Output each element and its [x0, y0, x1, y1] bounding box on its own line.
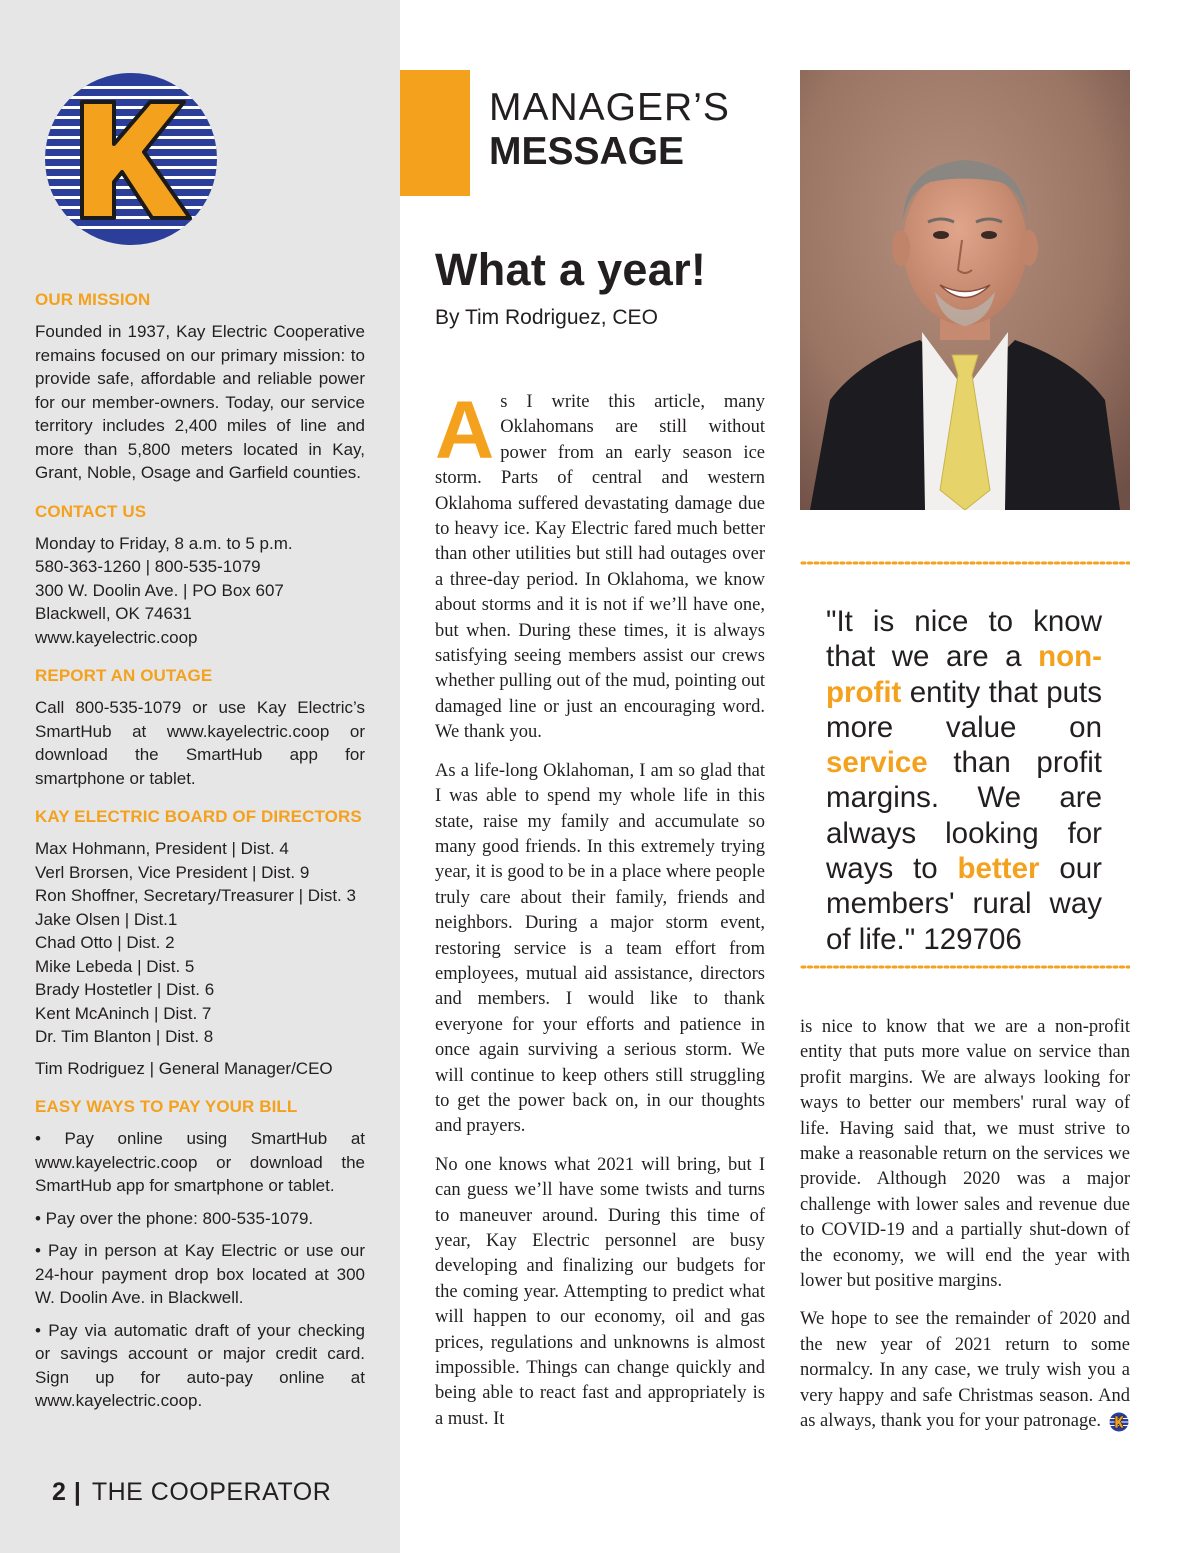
- mission-text: Founded in 1937, Kay Electric Cooperative remains focused on our primary mission: to provide safe, affordable and reliable power for our member-owners. Today, our service territory includes 2,400 miles of line and more than 5,800 meters located in Kay, Grant, Noble, Osage and Garfield counties.: [35, 322, 365, 482]
- drop-cap: A: [435, 385, 495, 476]
- board-list: [35, 837, 365, 1049]
- quote-text: "It is nice to know that we are a: [826, 605, 1102, 674]
- quote-divider-bottom: [800, 965, 1130, 969]
- page-number: 2: [52, 1478, 66, 1506]
- paragraph-text: We hope to see the remainder of 2020 and the new year of 2021 return to some normalcy. In any case, we truly wish you a very happy and safe Christmas season. And as always, thank you for your patronage.: [800, 1309, 1130, 1432]
- board-member: Kent McAninch | Dist. 7: [35, 1003, 212, 1023]
- general-manager: [35, 1057, 365, 1081]
- contact-hours: Monday to Friday, 8 a.m. to 5 p.m.: [35, 533, 293, 553]
- quote-highlight: better: [957, 852, 1040, 886]
- board-member: Brady Hostetler | Dist. 6: [35, 980, 215, 999]
- article-column-2: [800, 1015, 1130, 1448]
- article-paragraph: As a life-long Oklahoman, I am so glad that I was able to spend my whole life in this state, raise my family and accumulate so many good friends. In this extremely trying year, it is good to be in a place where people truly care about their family, friends and neighbors. During a major storm event, restoring service is a team effort from employees, mutual aid assistance, directors and members. I would like to thank everyone for your efforts and patience in once again surviving a serious storm. We will continue to keep others still struggling to get the power back on, in our thoughts and prayers.: [435, 760, 765, 1137]
- board-member: Mike Lebeda | Dist. 5: [35, 956, 195, 976]
- pay-option: • Pay online using SmartHub at www.kayelectric.coop or download the SmartHub app for smartphone or tablet.: [35, 1129, 365, 1195]
- article-paragraph: [800, 1307, 1130, 1434]
- quote-highlight: non-profit: [826, 640, 1102, 709]
- sidebar: [0, 0, 400, 1553]
- contact-info: [35, 532, 365, 650]
- kay-electric-logo: [44, 72, 218, 246]
- footer-separator: |: [73, 1478, 81, 1506]
- quote-text: entity that puts more value on: [826, 675, 1102, 744]
- board-heading: KAY ELECTRIC BOARD OF DIRECTORS: [35, 807, 362, 826]
- pay-heading: EASY WAYS TO PAY YOUR BILL: [35, 1097, 298, 1116]
- outage-text: Call 800-535-1079 or use Kay Electric’s SmartHub at www.kayelectric.coop or download the SmartHub app for smartphone or tablet.: [35, 698, 365, 788]
- end-mark-logo-icon: [1109, 1412, 1129, 1432]
- article-paragraph: [435, 385, 765, 746]
- outage-heading: REPORT AN OUTAGE: [35, 666, 213, 685]
- quote-text: than profit margins. We are always looking for ways to: [826, 746, 1102, 886]
- article-byline: By Tim Rodriguez, CEO: [435, 306, 658, 329]
- pay-option: • Pay in person at Kay Electric or use our 24-hour payment drop box located at 300 W. Doolin Ave. in Blackwell.: [35, 1241, 365, 1307]
- article-title: What a year!: [435, 244, 707, 295]
- pull-quote: [826, 604, 1102, 957]
- board-member: Ron Shoffner, Secretary/Treasurer | Dist. 3: [35, 886, 356, 905]
- board-member: Chad Otto | Dist. 2: [35, 933, 175, 952]
- quote-divider-top: [800, 561, 1130, 565]
- contact-phones: 580-363-1260 | 800-535-1079: [35, 557, 261, 576]
- publication-name: THE COOPERATOR: [91, 1478, 332, 1506]
- mission-heading: OUR MISSION: [35, 290, 151, 309]
- general-manager-line: Tim Rodriguez | General Manager/CEO: [35, 1058, 333, 1078]
- board-member: Max Hohmann, President | Dist. 4: [35, 839, 289, 858]
- contact-heading: CONTACT US: [35, 501, 147, 521]
- article-paragraph: No one knows what 2021 will bring, but I can guess we’ll have some twists and turns to maneuver around. During this time of year, Kay Electric personnel are busy developing and finalizing our budgets for the coming year. Attempting to predict what will happen to our economy, oil and gas prices, regulations and unknowns is almost impossible. Things can change quickly and being able to react fast and appropriately is a must. It: [435, 1154, 765, 1429]
- board-member: Jake Olsen | Dist.1: [35, 909, 178, 929]
- board-member: Dr. Tim Blanton | Dist. 8: [35, 1027, 214, 1046]
- board-member: Verl Brorsen, Vice President | Dist. 9: [35, 862, 310, 882]
- pay-option: • Pay via automatic draft of your checking or savings account or major credit card. Sign up for auto-pay online at www.kayelectric.coop.: [35, 1320, 365, 1410]
- section-title-line1: MANAGER’S: [489, 86, 730, 129]
- contact-city: Blackwell, OK 74631: [35, 604, 192, 623]
- contact-website-link[interactable]: www.kayelectric.coop: [35, 627, 198, 647]
- contact-address: 300 W. Doolin Ave. | PO Box 607: [35, 580, 284, 600]
- sidebar-content: [35, 289, 365, 1422]
- quote-highlight: service: [826, 746, 928, 780]
- section-accent-block: [400, 70, 470, 196]
- quote-text: our members' rural way of life." 129706: [826, 852, 1102, 956]
- page-footer: [52, 1478, 331, 1507]
- pay-option: • Pay over the phone: 800-535-1079.: [35, 1208, 314, 1228]
- ceo-portrait-photo: [800, 70, 1130, 510]
- section-title-line2: MESSAGE: [489, 130, 685, 173]
- section-title: [489, 86, 730, 174]
- article-paragraph: is nice to know that we are a non-profit entity that puts more value on service than profit margins. We are always looking for ways to better our members' rural way of life. Having said that, we must strive to make a reasonable return on the services we provide. Although 2020 was a major challenge with lower sales and revenue due to COVID-19 and a partially shut-down of the economy, we will end the year with lower but positive margins.: [800, 1017, 1130, 1292]
- article-column-1: [435, 385, 765, 1445]
- paragraph-text: s I write this article, many Oklahomans are still without power from an early season ice storm. Parts of central and western Oklahoma suffered devastating damage due to heavy ice. Kay Electric fared much better than other utilities but still had outages over a three-day period. In Oklahoma, we know about storms and it is not if we’ll have one, but when. During these times, it is always satisfying seeing members assist our crews whether pulling out of the mud, pointing out damaged line or just an encouraging word. We thank you.: [435, 392, 765, 743]
